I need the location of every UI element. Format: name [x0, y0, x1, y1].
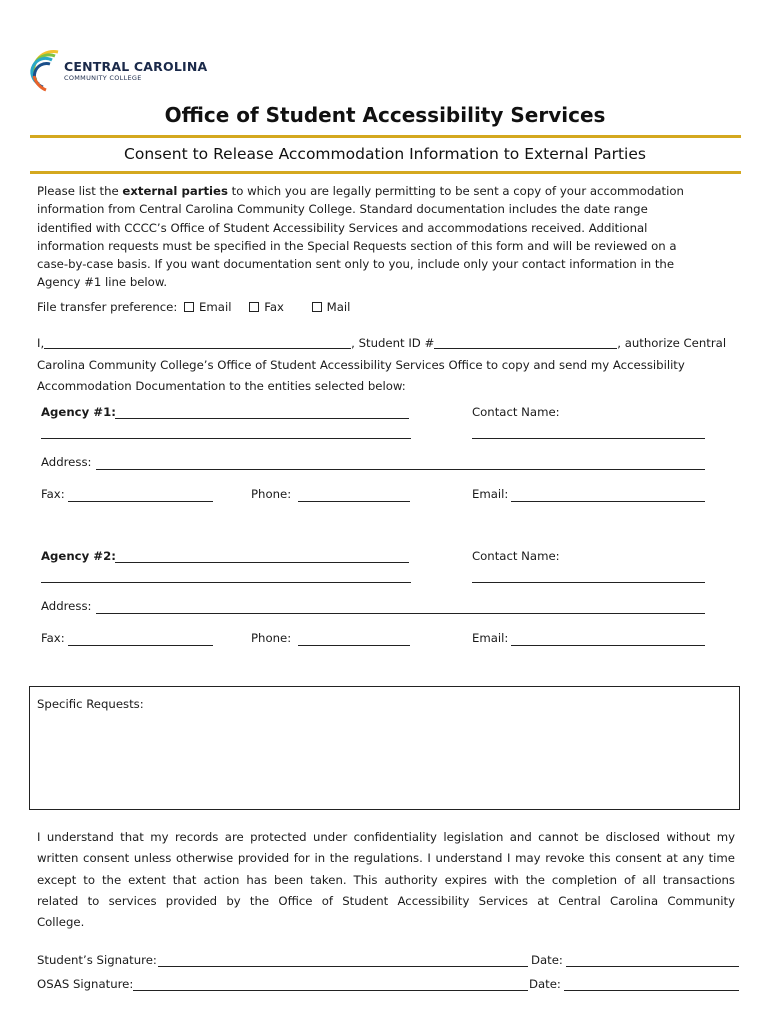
- intro-text: case-by-case basis. If you want documentation sent only to you, include only your contact information in the: [37, 257, 675, 272]
- authorization-text: Carolina Community College’s Office of Student Accessibility Services Office to copy and send my Accessibility: [37, 357, 685, 372]
- page-subtitle: Consent to Release Accommodation Information to External Parties: [124, 145, 646, 163]
- title-divider-top: [30, 135, 741, 138]
- specific-requests-label: Specific Requests:: [37, 697, 144, 711]
- agency-1-name-field-line2[interactable]: [41, 438, 411, 439]
- agency-2-address-label: Address:: [41, 599, 92, 613]
- consent-text: related to services provided by the Office of Student Accessibility Services at Central Carolina Community: [37, 893, 735, 908]
- agency-2-contact-label: Contact Name:: [472, 549, 560, 563]
- agency-1-phone-label: Phone:: [251, 487, 292, 501]
- osas-date-label: Date:: [529, 977, 561, 991]
- osas-signature-field[interactable]: [133, 990, 528, 991]
- student-signature-label: Student’s Signature:: [37, 953, 157, 967]
- student-date-label: Date:: [531, 953, 563, 967]
- specific-requests-box[interactable]: [29, 686, 740, 810]
- email-checkbox[interactable]: [184, 302, 194, 312]
- authorization-paragraph: [37, 333, 737, 398]
- agency-2-email-label: Email:: [472, 631, 509, 645]
- agency-1-contact-label: Contact Name:: [472, 405, 560, 419]
- agency-1-label: Agency #1:: [41, 405, 116, 419]
- student-signature-field[interactable]: [158, 966, 528, 967]
- logo-subname: COMMUNITY COLLEGE: [64, 74, 142, 82]
- agency-1-address-label: Address:: [41, 455, 92, 469]
- agency-2-contact-field[interactable]: [472, 582, 705, 583]
- intro-text: Agency #1 line below.: [37, 275, 168, 290]
- agency-1-fax-field[interactable]: [68, 501, 213, 502]
- intro-bold-text: external parties: [122, 184, 228, 198]
- consent-statement: [37, 827, 735, 933]
- i-label: I,: [37, 336, 45, 350]
- osas-signature-label: OSAS Signature:: [37, 977, 134, 991]
- agency-2-email-field[interactable]: [511, 645, 705, 646]
- logo-name: CENTRAL CAROLINA: [64, 59, 208, 74]
- email-option-label: Email: [199, 300, 232, 314]
- consent-text: written consent unless otherwise provided for in the regulations. I understand I may revoke this consent at any time: [37, 851, 735, 866]
- agency-2-fax-label: Fax:: [41, 631, 65, 645]
- intro-text: information from Central Carolina Community College. Standard documentation includes the date range: [37, 202, 648, 217]
- agency-1-fax-label: Fax:: [41, 487, 65, 501]
- agency-1-name-field[interactable]: [115, 418, 409, 419]
- agency-1-email-label: Email:: [472, 487, 509, 501]
- intro-paragraph: [37, 182, 737, 292]
- consent-text: I understand that my records are protected under confidentiality legislation and cannot be disclosed without my: [37, 830, 735, 844]
- student-date-field[interactable]: [566, 966, 739, 967]
- intro-text: Please list the: [37, 184, 123, 198]
- mail-option-label: Mail: [326, 300, 351, 314]
- student-name-field[interactable]: [44, 336, 351, 349]
- agency-1-email-field[interactable]: [511, 501, 705, 502]
- file-transfer-preference: [37, 300, 350, 314]
- student-id-field[interactable]: [434, 336, 617, 349]
- agency-2-fax-field[interactable]: [68, 645, 213, 646]
- logo-mark-icon: [28, 46, 64, 94]
- agency-2-name-field-line2[interactable]: [41, 582, 411, 583]
- agency-1-phone-field[interactable]: [298, 501, 410, 502]
- agency-2-phone-field[interactable]: [298, 645, 410, 646]
- agency-2-label: Agency #2:: [41, 549, 116, 563]
- agency-1-contact-field[interactable]: [472, 438, 705, 439]
- fax-checkbox[interactable]: [249, 302, 259, 312]
- college-logo: [28, 46, 208, 94]
- fax-option-label: Fax: [264, 300, 284, 314]
- mail-checkbox[interactable]: [312, 302, 322, 312]
- authorize-label: , authorize Central: [617, 336, 727, 350]
- authorization-text: Accommodation Documentation to the entities selected below:: [37, 379, 406, 393]
- consent-text: except to the extent that action has been taken. This authority expires with the completion of all transactions: [37, 872, 735, 887]
- page-title: Office of Student Accessibility Services: [164, 103, 606, 127]
- agency-2-phone-label: Phone:: [251, 631, 292, 645]
- title-divider-bottom: [30, 171, 741, 174]
- intro-text: identified with CCCC’s Office of Student Accessibility Services and accommodations received. Additional: [37, 220, 648, 235]
- agency-2-name-field[interactable]: [115, 562, 409, 563]
- intro-text: to which you are legally permitting to be sent a copy of your accommodation: [227, 184, 684, 198]
- student-id-label: , Student ID #: [351, 336, 435, 350]
- consent-text: College.: [37, 915, 85, 930]
- file-transfer-label: File transfer preference:: [37, 300, 178, 314]
- agency-2-address-field[interactable]: [96, 613, 705, 614]
- agency-1-address-field[interactable]: [96, 469, 705, 470]
- intro-text: information requests must be specified in the Special Requests section of this form and will be reviewed on a: [37, 238, 677, 253]
- osas-date-field[interactable]: [564, 990, 739, 991]
